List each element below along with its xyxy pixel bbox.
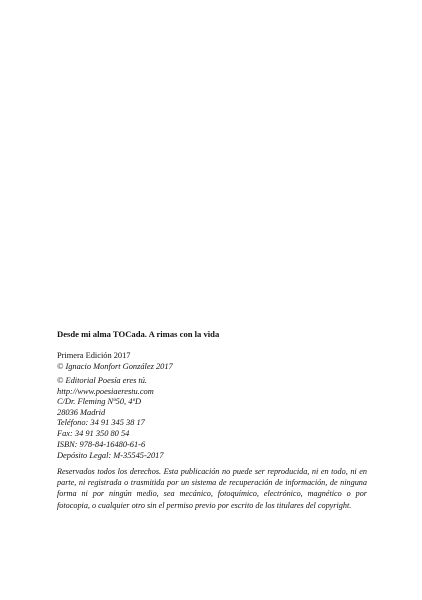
book-title: Desde mi alma TOCada. A rimas con la vida [57,329,220,339]
publisher-city: 28036 Madrid [57,407,106,417]
publisher-street: C/Dr. Fleming Nº50, 4ºD [57,397,142,407]
edition-block [57,351,367,372]
publisher-phone: Teléfono: 34 91 345 38 17 [57,418,145,428]
book-title-block [57,329,367,340]
author-copyright: © Ignacio Monfort González 2017 [57,361,173,371]
rights-notice: Reservados todos los derechos. Esta publicación no puede ser reproducida, ni en todo, ni en parte, ni registrada o trasmitida por un sistema de recuperación de información, de ninguna forma ni por ningún medio, sea mecánico, fotoquímico, electrónico, magnético o por fotocopia, o cualquier otro sin el permiso previo por escrito de los titulares del copyright. [57,467,367,510]
publisher-fax: Fax: 34 91 350 80 54 [57,428,130,438]
publisher-website: http://www.poesiaerestu.com [57,386,154,396]
legal-block [57,440,367,461]
publisher-block [57,376,367,440]
publisher-copyright: © Editorial Poesía eres tú. [57,376,148,385]
legal-deposit: Depósito Legal: M-35545-2017 [57,450,164,460]
edition-line: Primera Edición 2017 [57,351,131,360]
isbn: ISBN: 978-84-16480-61-6 [57,440,146,449]
